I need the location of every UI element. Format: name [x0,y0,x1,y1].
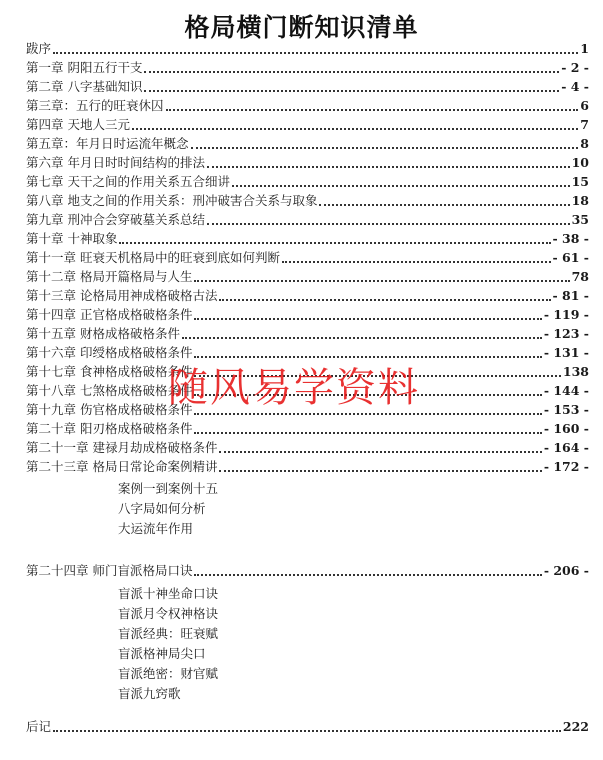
toc-entry[interactable] [26,76,589,95]
dot-leader [191,147,579,149]
toc-entry-page: 7 [580,117,589,132]
dot-leader [53,730,561,732]
toc-entry[interactable] [26,456,589,475]
toc-subentry[interactable]: 大运流年作用 [118,521,194,536]
toc-subentry[interactable]: 盲派经典：旺衰赋 [118,626,219,641]
toc-subentry[interactable]: 盲派九窍歌 [118,686,181,701]
toc-entry-label: 第十八章 七煞格成格破格条件 [26,383,193,398]
page-title: 格局横门断知识清单 [184,13,419,42]
toc-entry-label: 第七章 天干之间的作用关系五合细讲 [26,174,230,189]
toc-entry-page: - 119 - [543,307,589,322]
dot-leader [282,261,551,263]
toc-entry-label: 第四章 天地人三元 [26,117,130,132]
dot-leader [194,413,541,415]
dot-leader [119,242,550,244]
toc-entry-label: 第九章 刑冲合会穿破墓关系总结 [26,212,205,227]
toc-entry-page: - 2 - [561,60,589,75]
toc-entry-label: 第十六章 印绶格成格破格条件 [26,345,193,360]
dot-leader [166,109,579,111]
dot-leader [132,128,578,130]
toc-entry-page: - 123 - [543,326,589,341]
toc-entry-page: 78 [571,269,589,284]
toc-entry-page: - 61 - [552,250,589,265]
toc-entry-label: 第十一章 旺衰天机格局中的旺衰到底如何判断 [26,250,280,265]
dot-leader [219,299,550,301]
toc-entry-label: 第十九章 伤官格成格破格条件 [26,402,193,417]
toc-entry-page: 222 [562,719,589,734]
toc-entry-label: 第十二章 格局开篇格局与人生 [26,269,193,284]
toc-entry-label: 第三章：五行的旺衰休囚 [26,98,164,113]
toc-entry-page: 10 [571,155,589,170]
toc-entry[interactable] [26,152,589,171]
dot-leader [144,71,559,73]
toc-entry-page: - 160 - [543,421,589,436]
toc-entry-page: 35 [571,212,589,227]
toc-entry-page: - 153 - [543,402,589,417]
toc-entry-page: - 144 - [543,383,589,398]
dot-leader [194,574,541,576]
toc-entry-page: 15 [571,174,589,189]
dot-leader [53,52,578,54]
toc-subentry[interactable]: 盲派十神坐命口诀 [118,586,219,601]
toc-entry-page: 8 [580,136,589,151]
toc-entry[interactable] [26,560,589,579]
dot-leader [219,451,541,453]
toc-entry[interactable] [26,209,589,228]
toc-entry[interactable] [26,247,589,266]
toc-entry-label: 跋序 [26,41,52,56]
toc-entry[interactable] [26,38,589,57]
toc-entry-label: 第十三章 论格局用神成格破格古法 [26,288,218,303]
toc-entry-label: 第一章 阴阳五行干支 [26,60,143,75]
toc-subentry[interactable]: 盲派格神局尖口 [118,646,206,661]
toc-entry-page: 1 [580,41,589,56]
dot-leader [144,90,559,92]
watermark-text: 随风易学资料 [168,365,420,411]
toc-entry[interactable] [26,418,589,437]
toc-entry-label: 第二章 八字基础知识 [26,79,143,94]
toc-entry[interactable] [26,190,589,209]
toc-entry[interactable] [26,95,589,114]
toc-entry-label: 第二十三章 格局日常论命案例精讲 [26,459,218,474]
toc-entry[interactable] [26,133,589,152]
dot-leader [207,223,570,225]
toc-entry-page: - 172 - [543,459,589,474]
dot-leader [194,432,541,434]
toc-subentry[interactable]: 盲派绝密：财官赋 [118,666,219,681]
toc-entry-label: 第十七章 食神格成格破格条件 [26,364,193,379]
toc-subentry[interactable]: 盲派月令权神格诀 [118,606,219,621]
toc-subentry[interactable]: 八字局如何分析 [118,501,206,516]
toc-entry-label: 第五章：年月日时运流年概念 [26,136,189,151]
toc-entry-label: 第十章 十神取象 [26,231,118,246]
toc-entry[interactable] [26,304,589,323]
toc-entry-page: - 206 - [543,563,589,578]
toc-entry-label: 第二十章 阳刃格成格破格条件 [26,421,193,436]
toc-entry[interactable] [26,57,589,76]
toc-entry-page: 6 [580,98,589,113]
toc-entry-label: 第二十四章 师门盲派格局口诀 [26,563,193,578]
toc-subentry[interactable]: 案例一到案例十五 [118,481,219,496]
toc-entry[interactable] [26,228,589,247]
toc-entry-label: 后记 [26,719,52,734]
toc-entry-label: 第二十一章 建禄月劫成格破格条件 [26,440,218,455]
toc-entry[interactable] [26,171,589,190]
toc-entry-page: - 81 - [552,288,589,303]
toc-entry[interactable] [26,716,589,735]
dot-leader [232,185,570,187]
toc-entry-label: 第六章 年月日时时间结构的排法 [26,155,205,170]
toc-entry[interactable] [26,285,589,304]
toc-entry-label: 第十五章 财格成格破格条件 [26,326,180,341]
toc-entry[interactable] [26,437,589,456]
toc-entry-page: - 164 - [543,440,589,455]
dot-leader [194,280,569,282]
toc-entry-label: 第八章 地支之间的作用关系：刑冲破害合关系与取象 [26,193,318,208]
toc-entry-page: - 131 - [543,345,589,360]
dot-leader [207,166,570,168]
dot-leader [219,470,541,472]
toc-entry-page: - 38 - [552,231,589,246]
dot-leader [194,318,541,320]
toc-entry-label: 第十四章 正官格成格破格条件 [26,307,193,322]
toc-entry-page: 18 [571,193,589,208]
toc-entry-page: - 4 - [561,79,589,94]
toc-entry[interactable] [26,323,589,342]
toc-entry[interactable] [26,114,589,133]
dot-leader [182,337,542,339]
toc-entry-page: 138 [562,364,589,379]
dot-leader [319,204,569,206]
toc-entry[interactable] [26,266,589,285]
